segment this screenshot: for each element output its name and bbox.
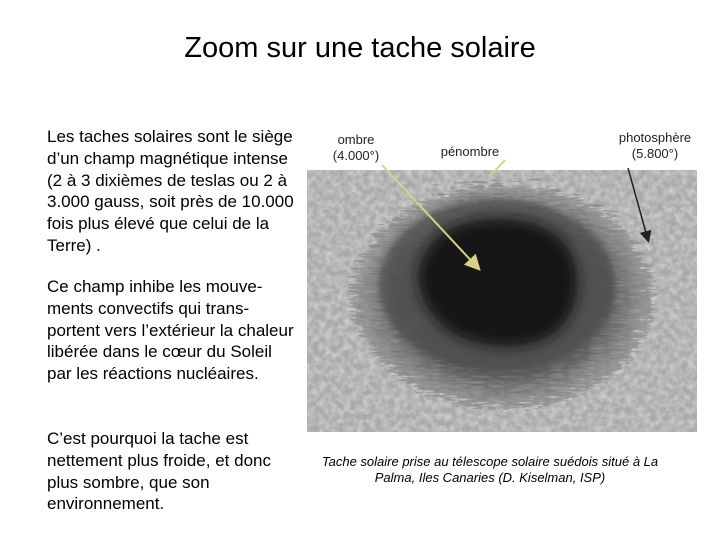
photo-caption: Tache solaire prise au télescope solaire suédois situé à La Palma, Iles Canaries (D. Kiselman, ISP) (321, 454, 659, 485)
label-umbra-temp: (4.000°) (332, 148, 380, 163)
slide-title: Zoom sur une tache solaire (184, 32, 536, 64)
paragraph-conclusion: C’est pourquoi la tache est nettement plus froide, et donc plus sombre, que son environnement. (47, 429, 271, 514)
sunspot-photo (307, 170, 697, 432)
label-umbra (320, 132, 392, 164)
label-umbra-name: ombre (337, 132, 375, 147)
sunspot-image (307, 170, 697, 432)
paragraph-convection: Ce champ inhibe les mouve-ments convectifs qui trans-portent vers l’extérieur la chaleur libérée dans le cœur du Soleil par les réactions nucléaires. (47, 277, 294, 384)
paragraph-magnetic-field: Les taches solaires sont le siège d’un champ magnétique intense (2 à 3 dixièmes de teslas ou 2 à 3.000 gauss, soit près de 10.000 fois plus élevé que celui de la Terre) . (47, 127, 294, 255)
label-penumbra: pénombre (440, 144, 500, 159)
label-photosphere (605, 130, 705, 162)
label-photosphere-temp: (5.800°) (631, 146, 679, 161)
label-photosphere-name: photosphère (618, 130, 692, 145)
